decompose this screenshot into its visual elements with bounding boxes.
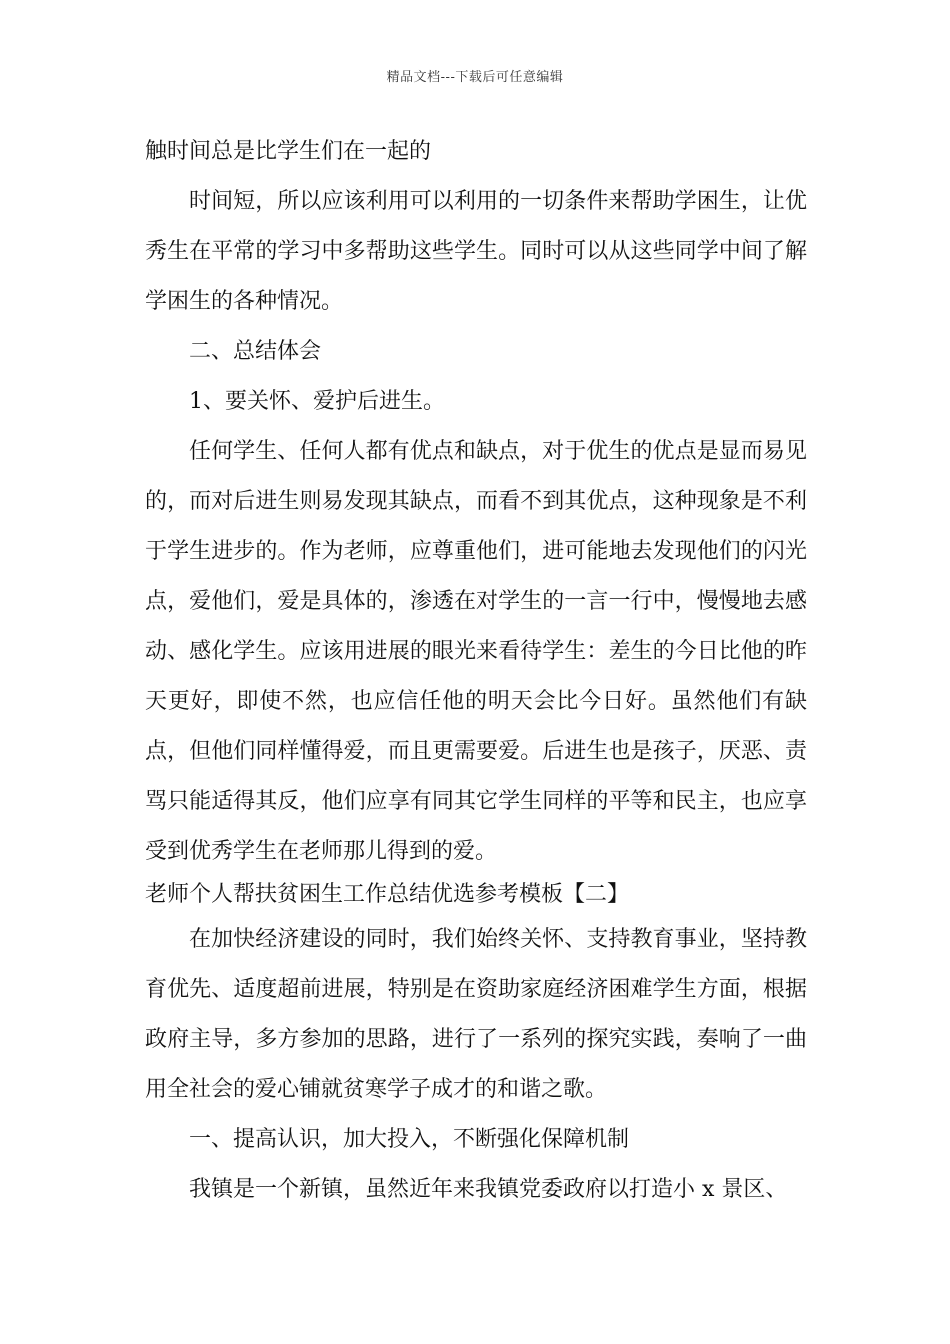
paragraph-town: 我镇是一个新镇，虽然近年来我镇党委政府以打造小 x 景区、: [189, 1177, 788, 1202]
section-heading-summary: 二、总结体会: [189, 339, 322, 364]
paragraph-2: 时间短，所以应该利用可以利用的一切条件来帮助学困生，让优秀生在平常的学习中多帮助这些学生。同时可以从这些同学中间了解学困生的各种情况。: [145, 189, 807, 314]
paragraph-care-body: 任何学生、任何人都有优点和缺点，对于优生的优点是显而易见的，而对后进生则易发现其缺点，而看不到其优点，这种现象是不利于学生进步的。作为老师，应尊重他们，进可能地去发现他们的闪光点，爱他们，爱是具体的，渗透在对学生的一言一行中，慢慢地去感动、感化学生。应该用进展的眼光来看待学生：差生的今日比他的昨天更好，即使不然，也应信任他的明天会比今日好。虽然他们有缺点，但他们同样懂得爱，而且更需要爱。后进生也是孩子，厌恶、责骂只能适得其反，他们应享有同其它学生同样的平等和民主，也应享受到优秀学生在老师那儿得到的爱。: [145, 439, 807, 864]
section-heading-awareness: 一、提高认识，加大投入，不断强化保障机制: [189, 1127, 630, 1152]
paragraph-intro-part-two: 在加快经济建设的同时，我们始终关怀、支持教育事业，坚持教育优先、适度超前进展，特别是在资助家庭经济困难学生方面，根据政府主导，多方参加的思路，进行了一系列的探究实践，奏响了一曲用全社会的爱心铺就贫寒学子成才的和谐之歌。: [145, 927, 807, 1102]
subsection-heading-care: 1、要关怀、爱护后进生。: [189, 389, 445, 414]
page-header: 精品文档---下载后可任意编辑: [386, 70, 564, 85]
paragraph-1: 触时间总是比学生们在一起的: [145, 139, 432, 164]
document-title-part-two: 老师个人帮扶贫困生工作总结优选参考模板【二】: [145, 882, 630, 907]
document-body: [145, 127, 807, 1215]
